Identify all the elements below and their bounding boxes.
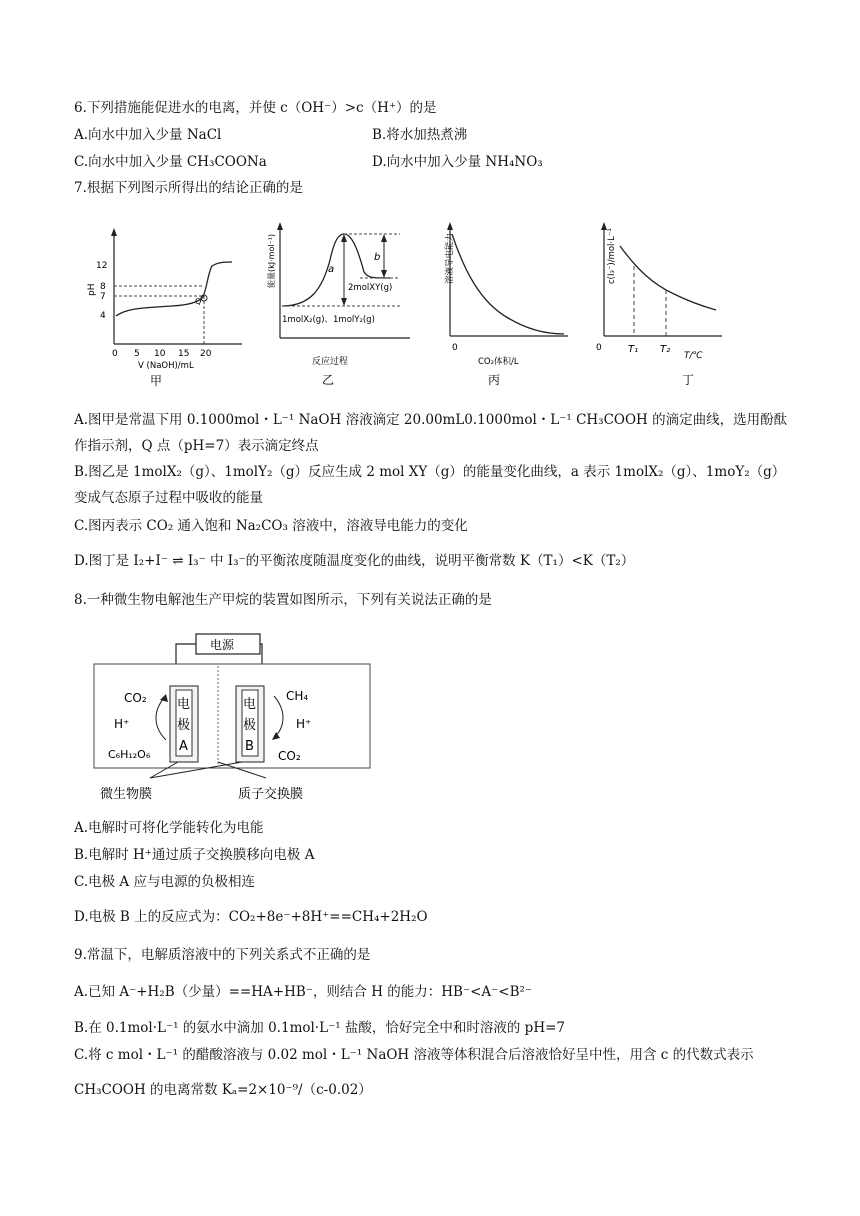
left-h-plus: H⁺ xyxy=(114,717,130,731)
ding-t1: T₁ xyxy=(628,344,639,355)
q8-option-a: A.电解时可将化学能转化为电能 xyxy=(74,820,264,836)
bing-origin: 0 xyxy=(452,343,458,353)
yi-reactant: 1molX₂(g)、1molY₂(g) xyxy=(282,315,375,325)
ding-t2: T₂ xyxy=(660,344,671,355)
figure-electrolysis-cell xyxy=(90,630,378,808)
power-source-label: 电源 xyxy=(210,638,235,652)
yi-xlabel: 反应过程 xyxy=(312,357,349,367)
microbial-film-label: 微生物膜 xyxy=(100,787,153,802)
q9-option-a: A.已知 A⁻+H₂B（少量）==HA+HB⁻，则结合 H 的能力：HB⁻<A⁻<B²⁻ xyxy=(74,984,533,1000)
q6-option-d: D.向水中加入少量 NH₄NO₃ xyxy=(372,154,543,170)
q9-stem: 9.常温下，电解质溶液中的下列关系式不正确的是 xyxy=(74,947,371,963)
yi-label-a: a xyxy=(328,264,335,275)
q7-option-a-line2: 作指示剂，Q 点（pH=7）表示滴定终点 xyxy=(74,438,319,454)
yi-caption: 乙 xyxy=(322,373,335,387)
right-ch4: CH₄ xyxy=(286,689,309,703)
jia-xtick-15: 15 xyxy=(178,349,190,359)
jia-ytick-4: 4 xyxy=(100,311,106,321)
electrode-b-char-3: B xyxy=(245,739,254,754)
q7-option-d: D.图丁是 I₂+I⁻ ⇌ I₃⁻ 中 I₃⁻的平衡浓度随温度变化的曲线，说明平衡常数 K（T₁）<K（T₂） xyxy=(74,553,635,569)
q8-option-c: C.电极 A 应与电源的负极相连 xyxy=(74,874,255,890)
ding-origin: 0 xyxy=(596,343,602,353)
jia-ylabel: pH xyxy=(87,283,97,296)
q7-option-b-line2: 变成气态原子过程中吸收的能量 xyxy=(74,490,263,506)
q7-stem: 7.根据下列图示所得出的结论正确的是 xyxy=(74,180,303,196)
jia-ytick-12: 12 xyxy=(96,261,108,271)
figure-ding xyxy=(582,220,732,392)
jia-xtick-5: 5 xyxy=(134,349,140,359)
jia-caption: 甲 xyxy=(150,374,163,388)
figure-bing xyxy=(428,220,578,392)
q6-stem: 6.下列措施能促进水的电离，并使 c（OH⁻）>c（H⁺）的是 xyxy=(74,100,437,116)
q9-option-b: B.在 0.1mol·L⁻¹ 的氨水中滴加 0.1mol·L⁻¹ 盐酸，恰好完全中和时溶液的 pH=7 xyxy=(74,1020,566,1036)
jia-xtick-0: 0 xyxy=(112,349,118,359)
q6-option-c: C.向水中加入少量 CH₃COONa xyxy=(74,154,267,170)
ding-caption: 丁 xyxy=(682,373,695,387)
jia-point-q: Q xyxy=(195,297,202,306)
q8-option-b: B.电解时 H⁺通过质子交换膜移向电极 A xyxy=(74,847,315,863)
q6-option-a: A.向水中加入少量 NaCl xyxy=(74,127,222,143)
electrode-a-char-2: 极 xyxy=(177,718,191,733)
jia-ytick-7: 7 xyxy=(100,292,106,302)
left-co2: CO₂ xyxy=(124,691,147,705)
bing-ylabel: 溶液导电能力 xyxy=(445,232,455,284)
bing-caption: 丙 xyxy=(488,373,501,387)
q8-option-d: D.电极 B 上的反应式为：CO₂+8e⁻+8H⁺==CH₄+2H₂O xyxy=(74,909,428,925)
ding-xlabel: T/℃ xyxy=(684,351,703,361)
right-h-plus: H⁺ xyxy=(296,717,312,731)
q9-option-c-line1: C.将 c mol・L⁻¹ 的醋酸溶液与 0.02 mol・L⁻¹ NaOH 溶液等体积混合后溶液恰好呈中性，用含 c 的代数式表示 xyxy=(74,1047,754,1063)
yi-ylabel: 能量(kJ·mol⁻¹) xyxy=(267,233,276,288)
q6-option-b: B.将水加热煮沸 xyxy=(372,127,468,143)
electrode-b-char-2: 极 xyxy=(243,718,257,733)
electrode-b-char-1: 电 xyxy=(243,697,257,712)
right-co2: CO₂ xyxy=(278,749,301,763)
jia-xlabel: V (NaOH)/mL xyxy=(138,361,194,371)
electrode-a-char-3: A xyxy=(179,739,188,754)
q9-option-c-line2: CH₃COOH 的电离常数 Kₐ=2×10⁻⁹/（c-0.02） xyxy=(74,1082,372,1098)
electrode-a-char-1: 电 xyxy=(177,697,191,712)
proton-exchange-membrane-label: 质子交换膜 xyxy=(238,787,304,802)
q7-option-c: C.图丙表示 CO₂ 通入饱和 Na₂CO₃ 溶液中，溶液导电能力的变化 xyxy=(74,518,468,534)
yi-product: 2molXY(g) xyxy=(348,283,393,293)
jia-ytick-8: 8 xyxy=(100,282,106,292)
ding-ylabel: c(I₃⁻)/mol·L⁻¹ xyxy=(607,228,617,284)
bing-xlabel: CO₂体积/L xyxy=(478,357,519,367)
q7-option-a-line1: A.图甲是常温下用 0.1000mol・L⁻¹ NaOH 溶液滴定 20.00mL0.1000mol・L⁻¹ CH₃COOH 的滴定曲线，选用酚酞 xyxy=(74,412,788,428)
q7-option-b-line1: B.图乙是 1molX₂（g）、1molY₂（g）反应生成 2 mol XY（g）的能量变化曲线，a 表示 1molX₂（g）、1moY₂（g） xyxy=(74,464,786,480)
figure-yi xyxy=(260,220,422,392)
left-glucose: C₆H₁₂O₆ xyxy=(108,748,151,761)
yi-label-b: b xyxy=(374,252,381,263)
jia-xtick-20: 20 xyxy=(200,349,212,359)
jia-xtick-10: 10 xyxy=(154,349,166,359)
q8-stem: 8.一种微生物电解池生产甲烷的装置如图所示，下列有关说法正确的是 xyxy=(74,592,492,608)
figure-jia xyxy=(82,222,252,392)
